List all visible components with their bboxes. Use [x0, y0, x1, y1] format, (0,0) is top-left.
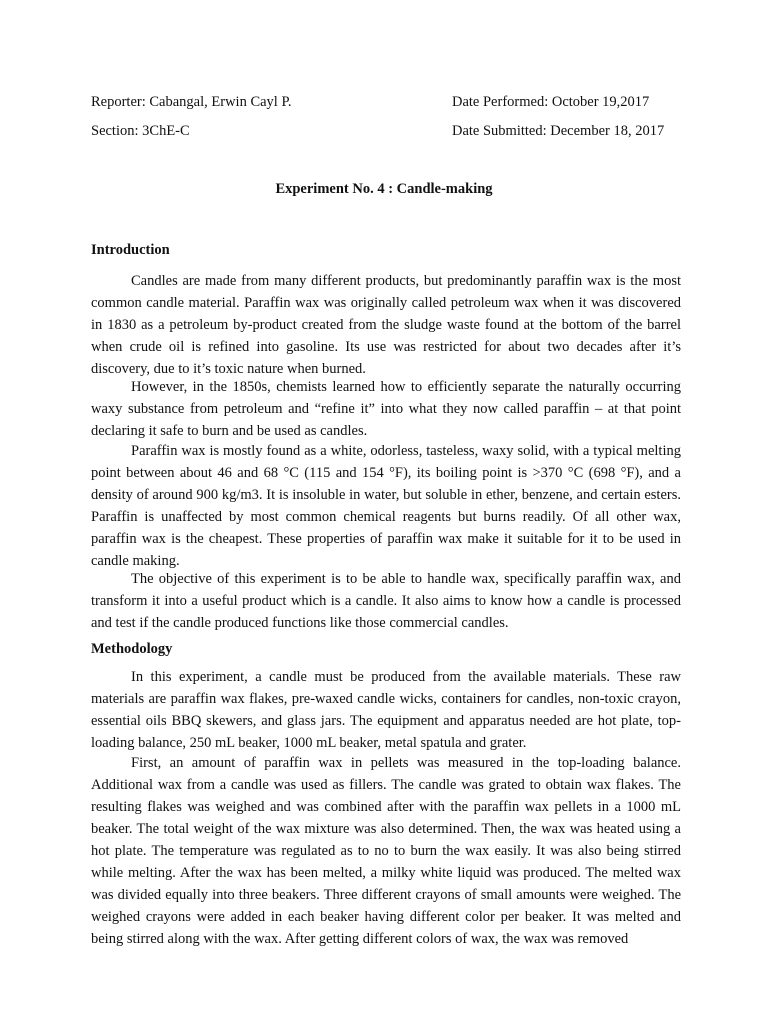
date-performed-line: Date Performed: October 19,2017 [452, 94, 650, 110]
introduction-paragraph-2: However, in the 1850s, chemists learned how to efficiently separate the naturally occurring waxy substance from petroleum and “refine it” into what they now called paraffin – at that point declaring it safe to burn and be used as candles. [91, 379, 681, 439]
introduction-paragraph-3: Paraffin wax is mostly found as a white, odorless, tasteless, waxy solid, with a typical melting point between about 46 and 68 °C (115 and 154 °F), its boiling point is >370 °C (698 °F), and a density of around 900 kg/m3. It is insoluble in water, but soluble in ether, benzene, and certain esters. Paraffin is unaffected by most common chemical reagents but burns readily. Of all other wax, paraffin wax is the cheapest. These properties of paraffin wax make it suitable for it to be used in candle making. [91, 443, 681, 569]
date-submitted-line: Date Submitted: December 18, 2017 [452, 123, 665, 139]
introduction-paragraph-1: Candles are made from many different products, but predominantly paraffin wax is the most common candle material. Paraffin wax was originally called petroleum wax when it was discovered in 1830 as a petroleum by-product created from the sludge waste found at the bottom of the barrel when crude oil is refined into gasoline. Its use was restricted for about two decades after it’s discovery, due to it’s toxic nature when burned. [91, 273, 681, 377]
introduction-paragraph-4: The objective of this experiment is to be able to handle wax, specifically paraffin wax, and transform it into a useful product which is a candle. It also aims to know how a candle is processed and test if the candle produced functions like those commercial candles. [91, 571, 681, 631]
document-title: Experiment No. 4 : Candle-making [275, 181, 493, 197]
introduction-heading: Introduction [91, 242, 170, 258]
section-line: Section: 3ChE-C [91, 123, 190, 139]
methodology-paragraph-2: First, an amount of paraffin wax in pellets was measured in the top-loading balance. Additional wax from a candle was used as fillers. The candle was grated to obtain wax flakes. The resulting flakes was weighed and was combined after with the paraffin wax pellets in a 1000 mL beaker. The total weight of the wax mixture was also determined. Then, the wax was heated using a hot plate. The temperature was regulated as to no to burn the wax easily. It was also being stirred while melting. After the wax has been melted, a milky white liquid was produced. The melted wax was divided equally into three beakers. Three different crayons of small amounts were weighed. The weighed crayons were added in each beaker having different color per beaker. It was melted and being stirred along with the wax. After getting different colors of wax, the wax was removed [91, 755, 681, 947]
methodology-heading: Methodology [91, 641, 173, 657]
reporter-line: Reporter: Cabangal, Erwin Cayl P. [91, 94, 292, 110]
methodology-paragraph-1: In this experiment, a candle must be produced from the available materials. These raw materials are paraffin wax flakes, pre-waxed candle wicks, containers for candles, non-toxic crayon, essential oils BBQ skewers, and glass jars. The equipment and apparatus needed are hot plate, top-loading balance, 250 mL beaker, 1000 mL beaker, metal spatula and grater. [91, 669, 681, 751]
